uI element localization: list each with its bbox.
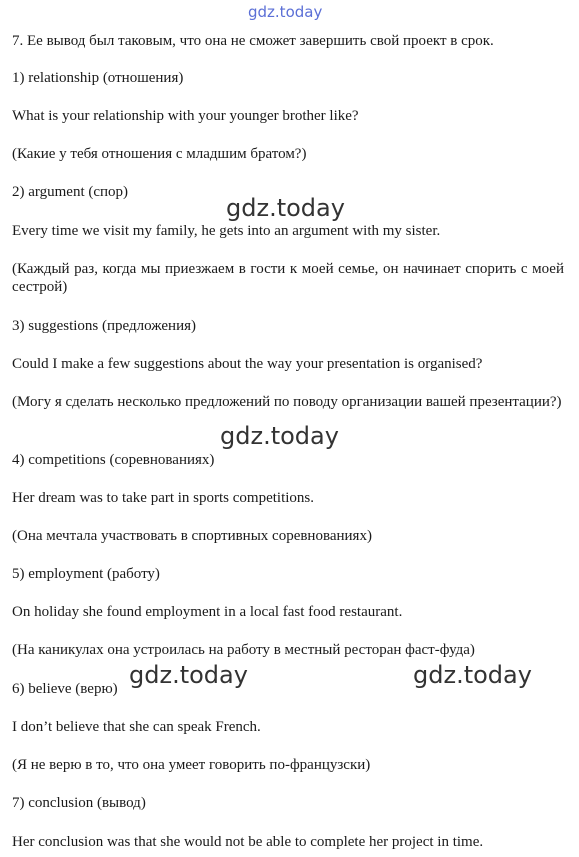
item-6-sentence: I don’t believe that she can speak French. <box>12 719 261 735</box>
item-2-translation: (Каждый раз, когда мы приезжаем в гости к моей семье, он начинает спорить с моей сестрой) <box>12 261 564 295</box>
item-5-sentence: On holiday she found employment in a local fast food restaurant. <box>12 604 403 620</box>
item-4-sentence: Her dream was to take part in sports competitions. <box>12 490 315 506</box>
item-3-heading: 3) suggestions (предложения) <box>12 318 196 334</box>
item-3-sentence: Could I make a few suggestions about the way your presentation is organised? <box>12 356 483 372</box>
item-5-translation: (На каникулах она устроилась на работу в местный ресторан фаст-фуда) <box>12 642 475 658</box>
item-4-heading: 4) competitions (соревнованиях) <box>12 452 215 468</box>
item-3-translation: (Могу я сделать несколько предложений по поводу организации вашей презентации?) <box>12 394 562 410</box>
answer-7-translation: 7. Ее вывод был таковым, что она не сможет завершить свой проект в срок. <box>12 33 494 49</box>
watermark-mid-1: gdz.today <box>226 194 345 222</box>
item-7-heading: 7) conclusion (вывод) <box>12 795 146 811</box>
watermark-mid-2: gdz.today <box>220 422 339 450</box>
item-2-sentence: Every time we visit my family, he gets into an argument with my sister. <box>12 223 441 239</box>
item-2-heading: 2) argument (спор) <box>12 184 129 200</box>
item-1-heading: 1) relationship (отношения) <box>12 70 184 86</box>
item-5-heading: 5) employment (работу) <box>12 566 160 582</box>
watermark-low-right: gdz.today <box>413 661 532 689</box>
item-6-translation: (Я не верю в то, что она умеет говорить по-французски) <box>12 757 371 773</box>
watermark-low-left: gdz.today <box>129 661 248 689</box>
item-1-sentence: What is your relationship with your younger brother like? <box>12 108 359 124</box>
item-4-translation: (Она мечтала участвовать в спортивных соревнованиях) <box>12 528 372 544</box>
item-6-heading: 6) believe (верю) <box>12 681 118 697</box>
item-1-translation: (Какие у тебя отношения с младшим братом?) <box>12 146 307 162</box>
watermark-top: gdz.today <box>248 3 323 21</box>
item-7-sentence: Her conclusion was that she would not be able to complete her project in time. <box>12 834 484 850</box>
